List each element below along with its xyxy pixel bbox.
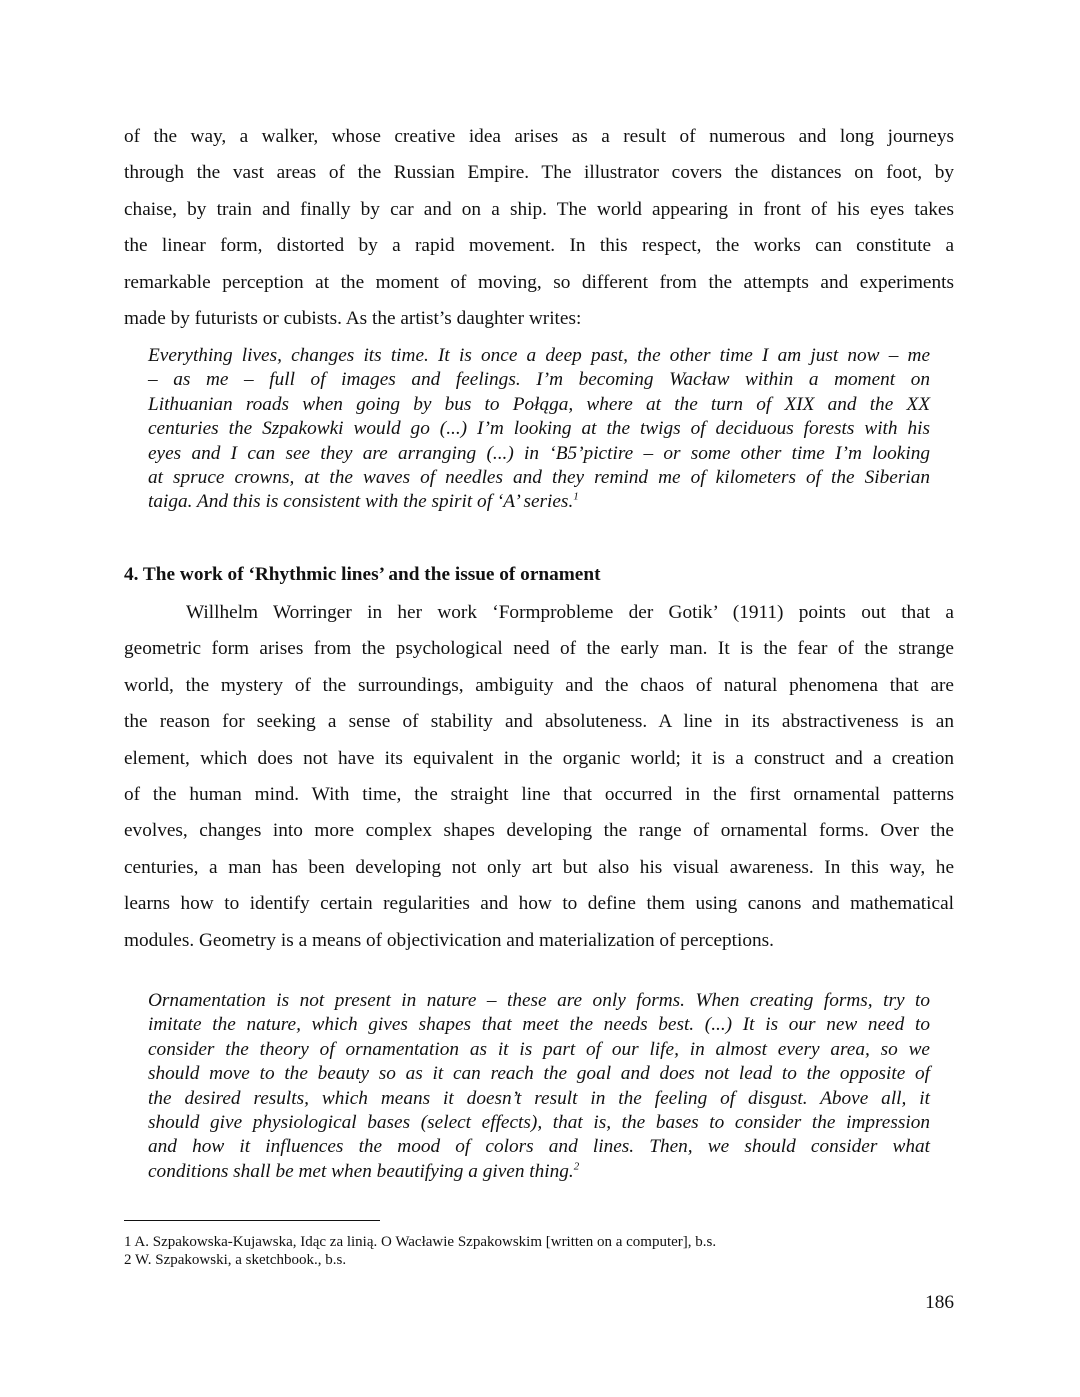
text-line-content: should move to the beauty so as it can reach the goal and does not lead to the opposite of: [148, 1063, 930, 1085]
text-line-content: the reason for seeking a sense of stability and absoluteness. A line in its abstractiveness is an: [124, 711, 954, 733]
text-line: [148, 393, 930, 417]
text-line: [148, 466, 930, 490]
text-line-content: of the human mind. With time, the straight line that occurred in the first ornamental patterns: [124, 783, 954, 805]
block-quote-2: [148, 989, 930, 1184]
text-line: [124, 155, 954, 191]
text-line: [124, 813, 954, 849]
text-line: [124, 741, 954, 777]
text-line-content: the linear form, distorted by a rapid movement. In this respect, the works can constitute a: [124, 235, 954, 257]
text-line: [148, 417, 930, 441]
text-line-content: made by futurists or cubists. As the artist’s daughter writes:: [124, 307, 582, 329]
footnote-1: 1 A. Szpakowska-Kujawska, Idąc za linią. O Wacławie Szpakowskim [written on a computer], b.s.: [124, 1234, 717, 1250]
text-line-content: evolves, changes into more complex shapes developing the range of ornamental forms. Over the: [124, 820, 954, 842]
text-line-content: Ornamentation is not present in nature – these are only forms. When creating forms, try to: [148, 990, 930, 1011]
text-line-content: centuries, a man has been developing not only art but also his visual awareness. In this way, he: [124, 856, 954, 878]
text-line-content: taiga. And this is consistent with the spirit of ‘A’ series.: [148, 491, 574, 513]
text-line: [148, 1135, 930, 1159]
text-line-content: conditions shall be met when beautifying a given thing.: [148, 1160, 574, 1182]
text-line: [148, 1062, 930, 1086]
text-line-content: Everything lives, changes its time. It is once a deep past, the other time I am just now – me: [148, 345, 930, 366]
footnote-reference: 2: [573, 1160, 580, 1173]
text-line: [124, 668, 954, 704]
text-line: [124, 850, 954, 886]
text-line: [124, 301, 954, 337]
footnote-2: 2 W. Szpakowski, a sketchbook., b.s.: [124, 1252, 347, 1268]
text-line-content: through the vast areas of the Russian Empire. The illustrator covers the distances on foot, by: [124, 162, 954, 184]
text-line-content: imitate the nature, which gives shapes that meet the needs best. (...) It is our new need to: [148, 1014, 930, 1036]
text-line-content: – as me – full of images and feelings. I’m becoming Wacław within a moment on: [148, 369, 930, 391]
footnote-reference: 1: [573, 490, 579, 503]
text-line-content: remarkable perception at the moment of moving, so different from the attempts and experiments: [124, 271, 954, 293]
text-line-content: should give physiological bases (select effects), that is, the bases to consider the impression: [148, 1111, 930, 1133]
text-line: [148, 1087, 930, 1111]
text-line-content: centuries the Szpakowki would go (...) I’m looking at the twigs of deciduous forests with his: [148, 418, 930, 440]
text-line-content: element, which does not have its equivalent in the organic world; it is a construct and a creation: [124, 747, 954, 769]
footnote-divider: [124, 1220, 380, 1221]
text-line: [124, 119, 954, 155]
text-line: [148, 490, 930, 514]
text-line: [148, 344, 930, 368]
paragraph-2: [124, 595, 954, 959]
text-line: [124, 595, 954, 631]
text-line: [124, 265, 954, 301]
text-line-content: at spruce crowns, at the waves of needles and they remind me of kilometers of the Siberian: [148, 466, 930, 488]
text-line-content: eyes and I can see they are arranging (...) in ‘B5’pictire – or some other time I’m looking: [148, 442, 930, 464]
text-line: [124, 704, 954, 740]
text-line-content: Lithuanian roads when going by bus to Połąga, where at the turn of XIX and the XX: [148, 393, 930, 415]
text-line: [148, 1111, 930, 1135]
text-line-content: learns how to identify certain regularities and how to define them using canons and mathematical: [124, 893, 954, 915]
text-line: [148, 1038, 930, 1062]
text-line-content: Willhelm Worringer in her work ‘Formprobleme der Gotik’ (1911) points out that a: [186, 602, 954, 623]
text-line: [124, 886, 954, 922]
text-line: [124, 923, 954, 959]
paragraph-1: [124, 119, 954, 337]
text-line: [148, 442, 930, 466]
text-line: [124, 631, 954, 667]
text-line-content: world, the mystery of the surroundings, ambiguity and the chaos of natural phenomena that are: [124, 674, 954, 696]
text-line: [124, 228, 954, 264]
text-line-content: consider the theory of ornamentation as it is part of our life, in almost every area, so we: [148, 1038, 930, 1060]
text-line: [148, 368, 930, 392]
text-line: [148, 1160, 930, 1184]
text-line-content: and how it influences the mood of colors and lines. Then, we should consider what: [148, 1136, 930, 1158]
text-line-content: geometric form arises from the psychological need of the early man. It is the fear of the strange: [124, 638, 954, 660]
text-line: [124, 777, 954, 813]
text-line-content: modules. Geometry is a means of objectivication and materialization of perceptions.: [124, 929, 774, 951]
block-quote-1: [148, 344, 930, 515]
text-line: [124, 192, 954, 228]
text-line: [148, 1013, 930, 1037]
page-number: 186: [925, 1292, 954, 1313]
text-line-content: of the way, a walker, whose creative idea arises as a result of numerous and long journeys: [124, 126, 954, 147]
text-line-content: the desired results, which means it doesn’t result in the feeling of disgust. Above all, it: [148, 1087, 930, 1109]
text-line: [148, 989, 930, 1013]
section-heading: 4. The work of ‘Rhythmic lines’ and the issue of ornament: [124, 564, 601, 585]
text-line-content: chaise, by train and finally by car and on a ship. The world appearing in front of his eyes takes: [124, 198, 954, 220]
